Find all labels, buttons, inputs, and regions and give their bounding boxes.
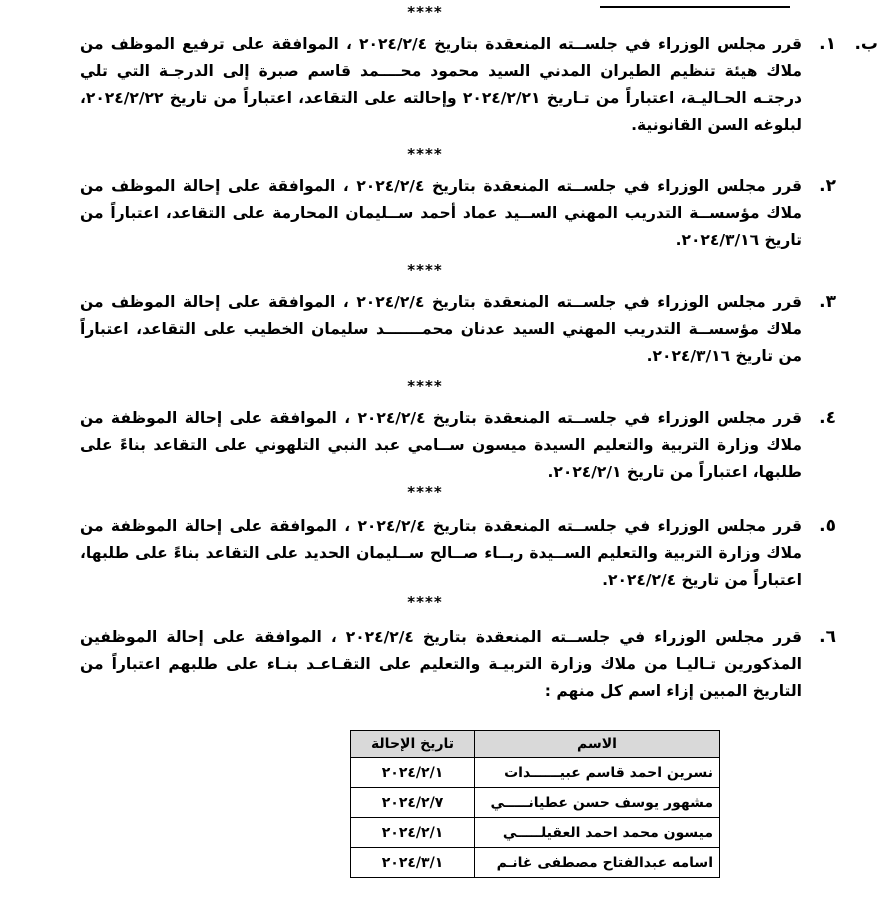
decision-item-2: [80, 173, 836, 254]
table-row: [351, 848, 720, 878]
name-column-header: الاسم: [475, 731, 720, 758]
separator: ****: [407, 483, 443, 501]
retirees-table: [350, 730, 720, 878]
separator: ****: [407, 377, 443, 395]
retirement-date: ٢٠٢٤/٣/١: [351, 848, 475, 878]
employee-name: نسرين احمد قاسم عبيــــــدات: [475, 758, 720, 788]
decision-text: قرر مجلس الوزراء في جلســته المنعقدة بتاريخ ٢٠٢٤/٢/٤ ، الموافقة على إحالة الموظفة من ملاك وزارة التربية والتعليم الســيدة ربــاء صــالح ســليمان الحديد على التقاعد بناءً على طلبها، اعتباراً من تاريخ ٢٠٢٤/٢/٤.: [80, 517, 803, 589]
employee-name: اسامه عبدالفتاح مصطفى غانـم: [475, 848, 720, 878]
decision-item-3: [80, 289, 836, 370]
table-row: [351, 788, 720, 818]
decision-item-5: [80, 513, 836, 594]
retirement-date: ٢٠٢٤/٢/١: [351, 818, 475, 848]
decision-item-4: [80, 405, 836, 486]
decision-item-6: [80, 624, 836, 705]
decision-text: قرر مجلس الوزراء في جلســته المنعقدة بتاريخ ٢٠٢٤/٢/٤ ، الموافقة على ترفيع الموظف من ملاك هيئة تنظيم الطيران المدني السيد محمود محــــمد قاسم صبرة إلى الدرجـة التي تلي درجتـه الحـاليـة، اعتباراً من تـاريخ ٢٠٢٤/٢/٢١ وإحالته على التقاعد، اعتباراً من تاريخ ٢٠٢٤/٢/٢٢، لبلوغه السن القانونية.: [80, 35, 803, 134]
item-number: ٢.: [819, 176, 836, 196]
date-column-header: تاريخ الإحالة: [351, 731, 475, 758]
table-row: [351, 758, 720, 788]
employee-name: مشهور يوسف حسن عطيانـــــي: [475, 788, 720, 818]
decision-item-1: [80, 31, 878, 139]
retirement-date: ٢٠٢٤/٢/٧: [351, 788, 475, 818]
item-number: ٥.: [819, 516, 836, 536]
item-number: ٤.: [819, 408, 836, 428]
separator: ****: [407, 261, 443, 279]
separator: ****: [407, 3, 443, 21]
section-marker: ب.: [854, 34, 878, 54]
decision-text: قرر مجلس الوزراء في جلســته المنعقدة بتاريخ ٢٠٢٤/٢/٤ ، الموافقة على إحالة الموظفين المذكورين تـاليـا من ملاك وزارة التربيـة والتعليم على التقـاعـد بنـاء على طلبهم اعتباراً من التاريخ المبين إزاء اسم كل منهم :: [80, 628, 802, 700]
table-row: [351, 818, 720, 848]
item-number: ١.: [819, 34, 836, 54]
item-number: ٦.: [819, 627, 836, 647]
item-number: ٣.: [819, 292, 836, 312]
table-header-row: [351, 731, 720, 758]
decision-text: قرر مجلس الوزراء في جلســته المنعقدة بتاريخ ٢٠٢٤/٢/٤ ، الموافقة على إحالة الموظف من ملاك مؤسســة التدريب المهني الســيد عماد أحمد ســليمان المحارمة على التقاعد، اعتباراً من تاريخ ٢٠٢٤/٣/١٦.: [80, 177, 803, 249]
separator: ****: [407, 593, 443, 611]
retirement-date: ٢٠٢٤/٢/١: [351, 758, 475, 788]
separator: ****: [407, 145, 443, 163]
employee-name: ميسون محمد احمد العقيلـــــي: [475, 818, 720, 848]
decision-text: قرر مجلس الوزراء في جلســته المنعقدة بتاريخ ٢٠٢٤/٢/٤ ، الموافقة على إحالة الموظفة من ملاك وزارة التربية والتعليم السيدة ميسون ســامي عبد النبي التلهوني على التقاعد بناءً على طلبها، اعتباراً من تاريخ ٢٠٢٤/٢/١.: [80, 409, 803, 481]
decision-text: قرر مجلس الوزراء في جلســته المنعقدة بتاريخ ٢٠٢٤/٢/٤ ، الموافقة على إحالة الموظف من ملاك مؤسســة التدريب المهني السيد عدنان محمـــــــد سليمان الخطيب على التقاعد، اعتباراً من تاريخ ٢٠٢٤/٣/١٦.: [80, 293, 803, 365]
